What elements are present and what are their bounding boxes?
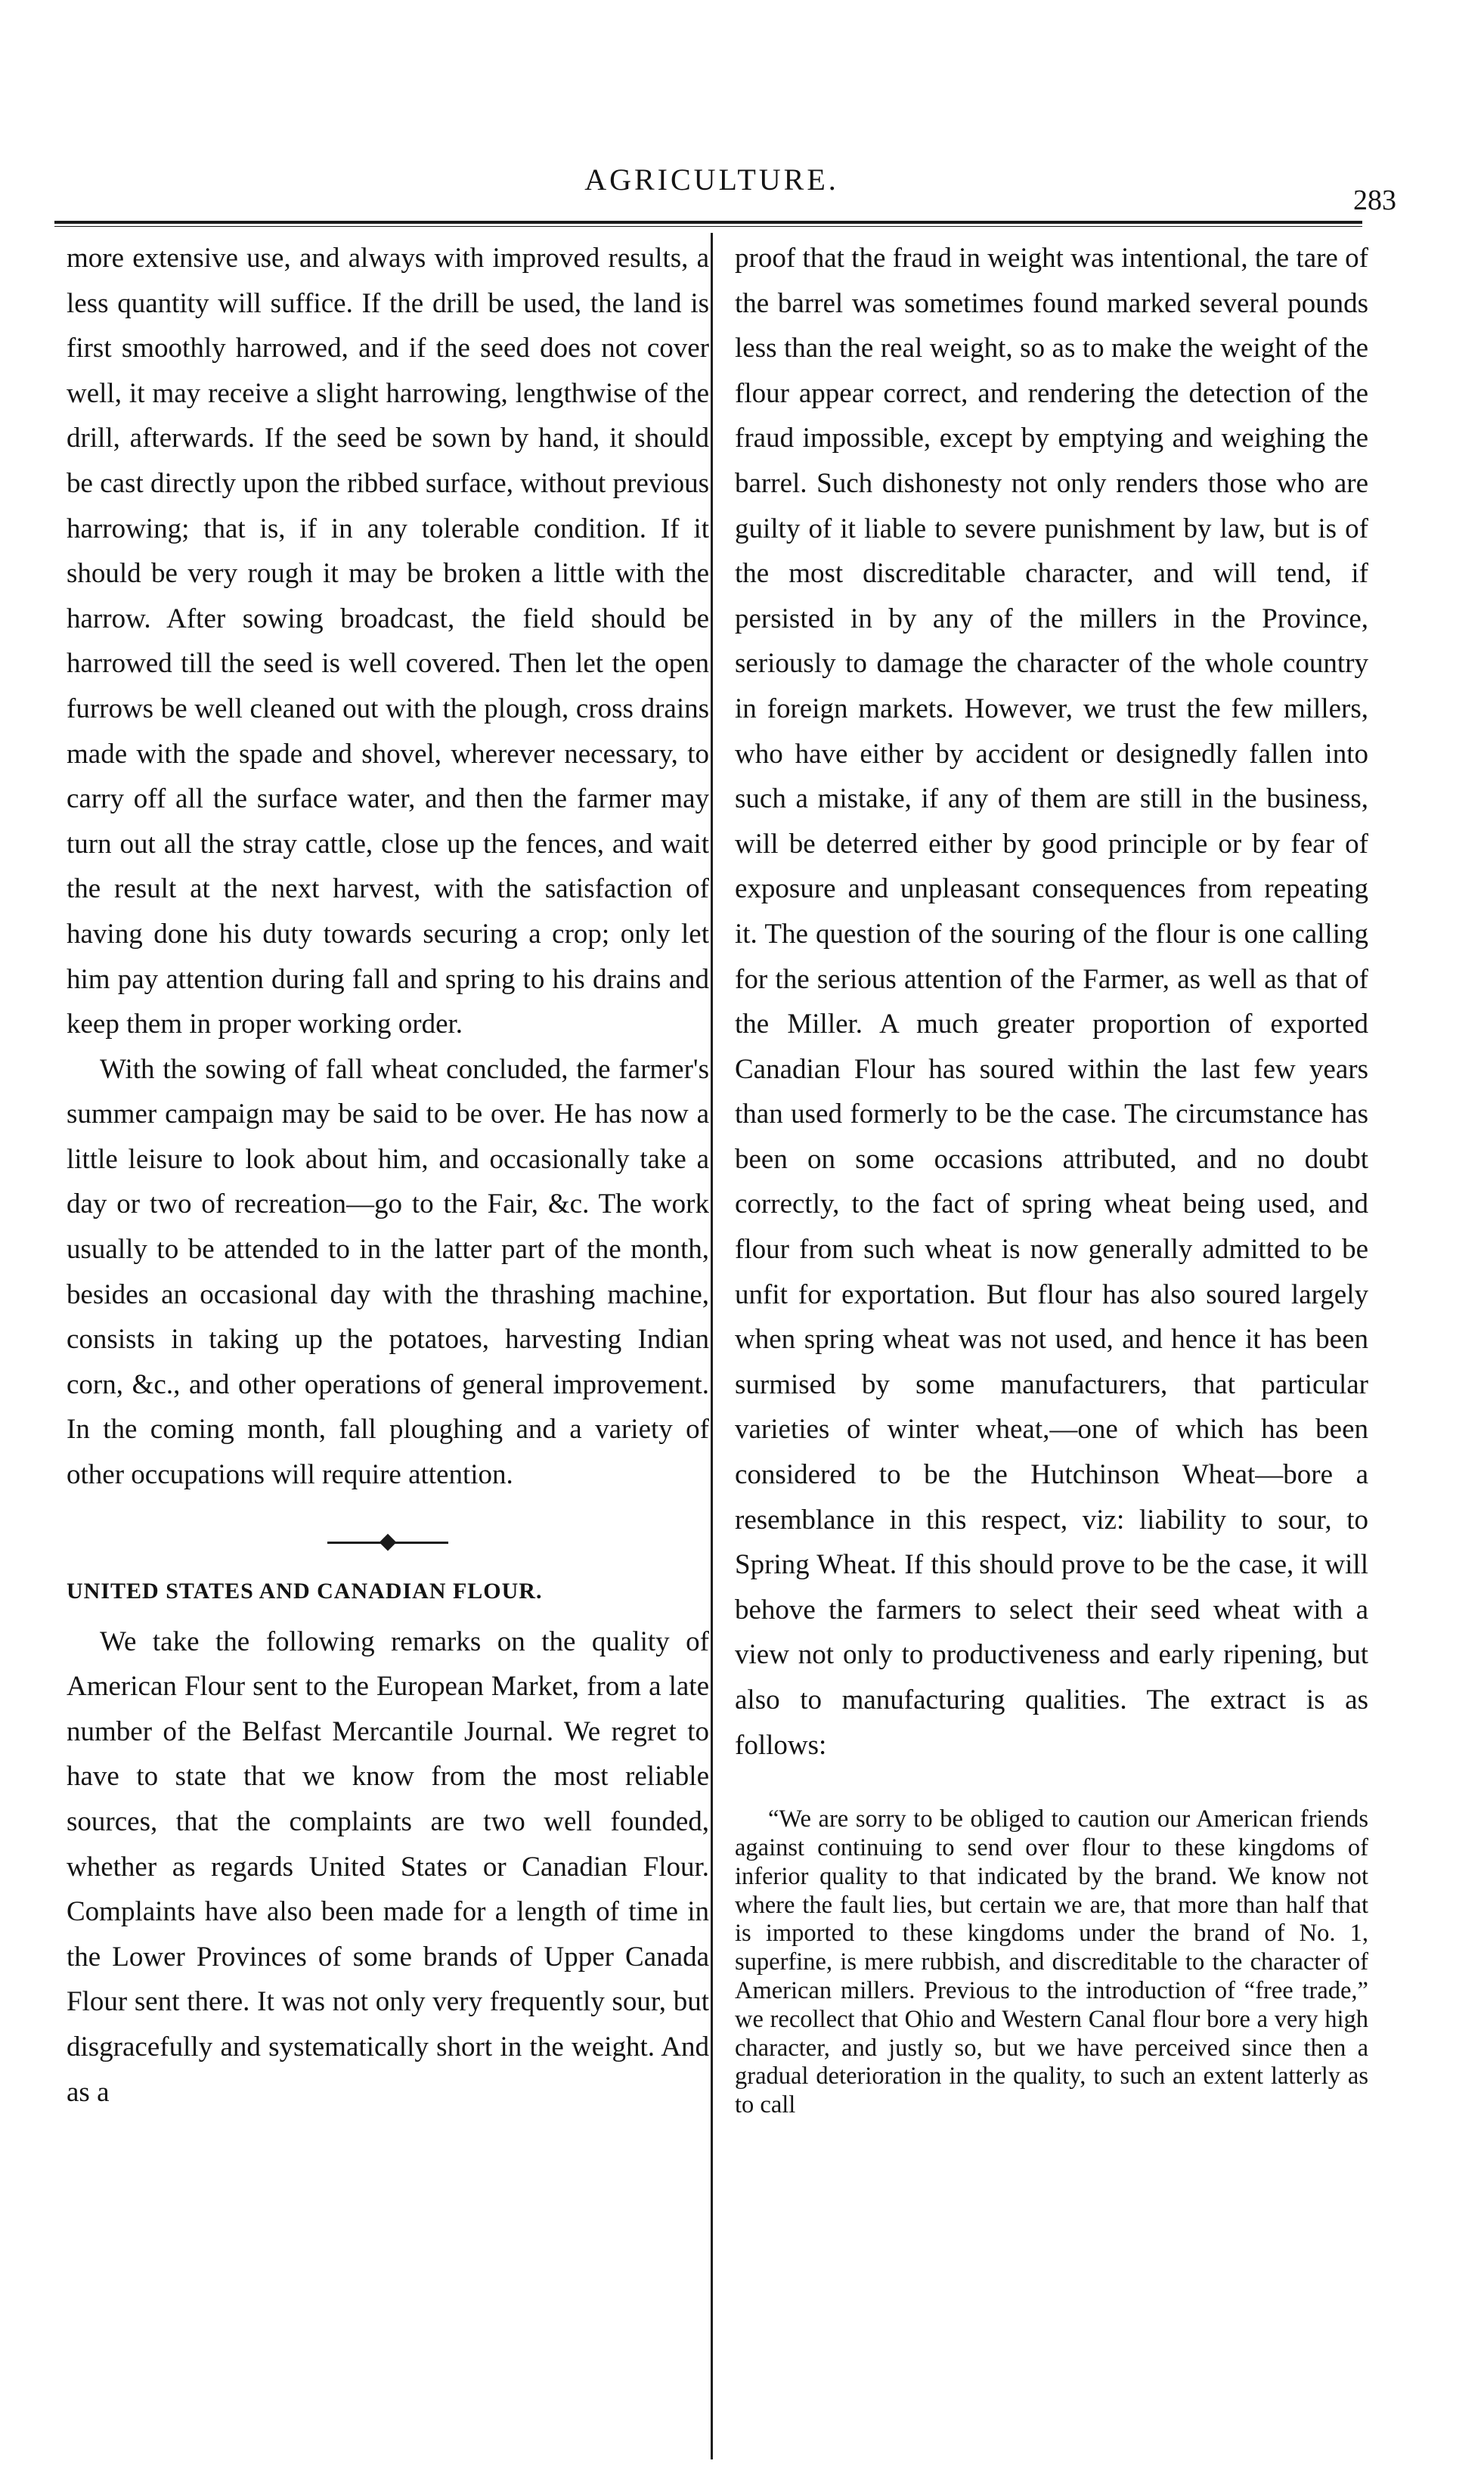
header-rule <box>54 221 1362 227</box>
section-divider-ornament <box>327 1542 448 1544</box>
left-paragraph-1: more extensive use, and always with improved results, a less quantity will suffice. If the drill be used, the land is first smoothly harrowed, and if the seed does not cover well, it may receive a slight harrowing, lengthwise of the drill, afterwards. If the seed be sown by hand, it should be cast directly upon the ribbed surface, without previous harrowing; that is, if in any tolerable condition. If it should be very rough it may be broken a little with the harrow. After sowing broadcast, the field should be harrowed till the seed is well covered. Then let the open furrows be well cleaned out with the plough, cross drains made with the spade and shovel, wherever necessary, to carry off all the surface water, and then the farmer may turn out all the stray cattle, close up the fences, and wait the result at the next harvest, with the satisfaction of having done his duty towards securing a crop; only let him pay attention during fall and spring to his drains and keep them in proper working order. <box>67 243 709 1040</box>
page-number: 283 <box>1353 184 1396 216</box>
right-paragraph-1: proof that the fraud in weight was intentional, the tare of the barrel was sometimes found marked several pounds less than the real weight, so as to make the weight of the flour appear correct, and rendering the detection of the fraud impossible, except by emptying and weighing the barrel. Such dishonesty not only renders those who are guilty of it liable to severe punishment by law, but is of the most discreditable character, and will tend, if persisted in by any of the millers in the Province, seriously to damage the character of the whole country in foreign markets. However, we trust the few millers, who have either by accident or designedly fallen into such a mistake, if any of them are still in the business, will be deterred either by good principle or by fear of exposure and unpleasant consequences from repeating it. The question of the souring of the flour is one calling for the serious attention of the Farmer, as well as that of the Miller. A much greater proportion of exported Canadian Flour has soured within the last few years than used formerly to be the case. The circumstance has been on some occasions attributed, and no doubt correctly, to the fact of spring wheat being used, and flour from such wheat is now generally admitted to be unfit for exportation. But flour has also soured largely when spring wheat was not used, and hence it has been surmised by some manufacturers, that particular varieties of winter wheat,—one of which has been considered to be the Hutchinson Wheat—bore a resemblance in this respect, viz: liability to sour, to Spring Wheat. If this should prove to be the case, it will behove the farmers to select their seed wheat with a view not only to productiveness and early ripening, but also to manufacturing qualities. The extract is as follows: <box>735 243 1368 1761</box>
left-paragraph-3: We take the following remarks on the quality of American Flour sent to the European Market, from a late number of the Belfast Mercantile Journal. We regret to have to state that we know from the most reliable sources, that the complaints are two well founded, whether as regards United States or Canadian Flour. Complaints have also been made for a length of time in the Lower Provinces of some brands of Upper Canada Flour sent there. It was not only very frequently sour, but disgracefully and systematically short in the weight. And as a <box>67 1625 709 2108</box>
right-column <box>735 236 1368 2120</box>
quoted-extract: “We are sorry to be obliged to caution our American friends against continuing to send over flour to these kingdoms of inferior quality to that indicated by the brand. We know not where the fault lies, but certain we are, that more than half that is imported to these kingdoms under the brand of No. 1, superfine, is mere rubbish, and discreditable to the character of American millers. Previous to the introduction of “free trade,” we recollect that Ohio and Western Canal flour bore a very high character, and justly so, but we have perceived since then a gradual deterioration in the quality, to such an extent latterly as to call <box>735 1805 1368 2119</box>
running-title: AGRICULTURE. <box>584 163 839 197</box>
section-heading: UNITED STATES AND CANADIAN FLOUR. <box>67 1578 543 1604</box>
column-divider-rule <box>711 233 713 2459</box>
left-column <box>67 236 709 2115</box>
left-paragraph-2: With the sowing of fall wheat concluded, the farmer's summer campaign may be said to be over. He has now a little leisure to look about him, and occasionally take a day or two of recreation—go to the Fair, &c. The work usually to be attended to in the latter part of the month, besides an occasional day with the thrashing machine, consists in taking up the potatoes, harvesting Indian corn, &c., and other operations of general improvement. In the coming month, fall ploughing and a variety of other occupations will require attention. <box>67 1053 709 1491</box>
